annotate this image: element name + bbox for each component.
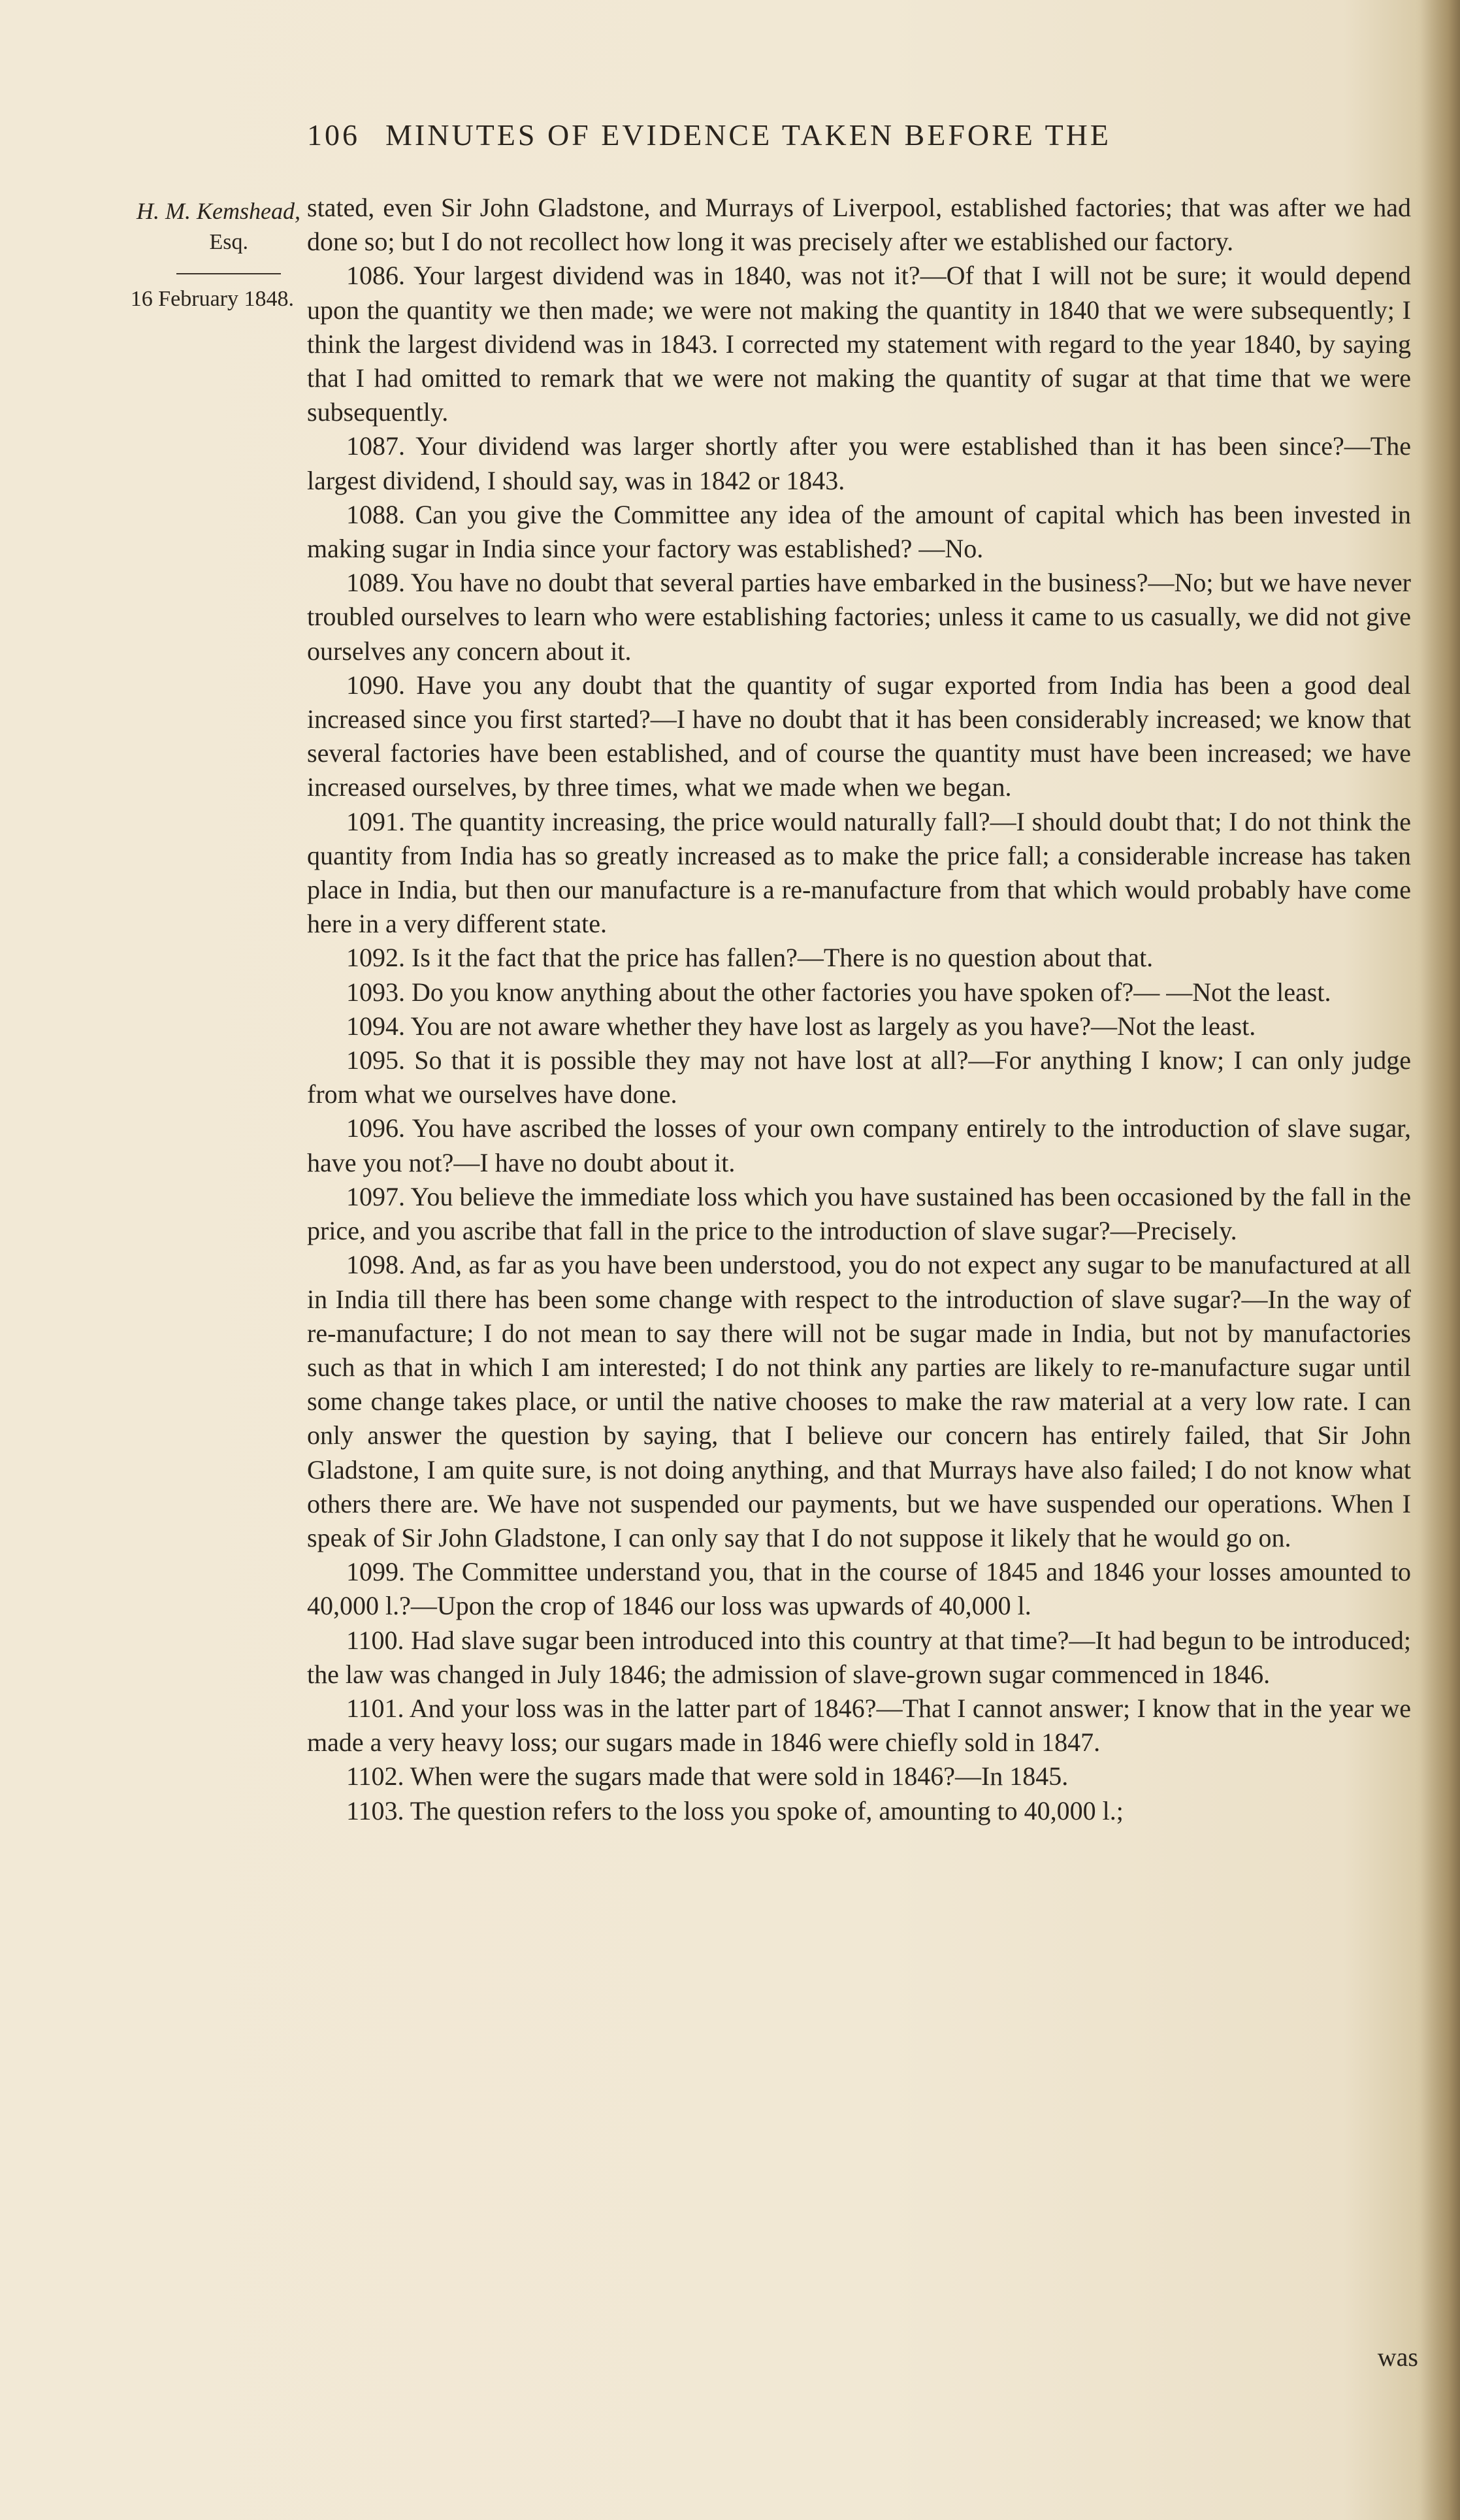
question-paragraph [307,1555,1411,1623]
question-paragraph [307,498,1411,566]
question-text: Have you any doubt that the quantity of sugar exported from India has been a good deal increased since you first started?—I have no doubt that it has been considerably increased; we know that several factories have been established, and of course the quantity must have been increased; we have increased ourselves, by three times, what we made when we began. [307,670,1412,802]
question-paragraph [307,1043,1411,1111]
margin-date: 16 February 1848. [130,287,294,311]
question-number: 1090. [346,670,405,700]
question-text: Can you give the Committee any idea of the amount of capital which has been invested in making sugar in India since your factory was established? —No. [307,499,1411,564]
question-number: 1095. [346,1045,405,1075]
question-paragraph [307,1111,1411,1179]
question-number: 1097. [346,1181,405,1211]
page-number: 106 [307,118,360,152]
question-paragraph [307,668,1411,805]
question-text: You have ascribed the losses of your own company entirely to the introduction of slave sugar, have you not?—I have no doubt about it. [307,1113,1412,1177]
question-text: The quantity increasing, the price would naturally fall?—I should doubt that; I do not think the quantity from India has so greatly increased as to make the price fall; a considerable increase has taken place in India, but then our manufacture is a re-manufacture from that which would probably have come here in a very different state. [307,806,1411,939]
question-paragraph [307,1009,1411,1043]
page-header [307,118,1418,152]
margin-witness-name: H. M. Kemshead, [137,198,300,224]
question-number: 1091. [346,806,405,836]
question-number: 1087. [346,431,405,461]
question-text: Your dividend was larger shortly after you were established than it has been since?—The largest dividend, I should say, was in 1842 or 1843. [307,431,1411,495]
running-title: MINUTES OF EVIDENCE TAKEN BEFORE THE [385,118,1111,152]
catchword: was [1377,2342,1418,2372]
question-number: 1098. [346,1250,405,1280]
question-number: 1101. [346,1693,404,1723]
question-text: So that it is possible they may not have lost at all?—For anything I know; I can only judge from what we ourselves have done. [307,1045,1412,1109]
question-number: 1100. [346,1625,404,1655]
question-number: 1088. [346,499,405,529]
question-paragraph [307,1692,1411,1759]
question-number: 1096. [346,1113,405,1143]
question-number: 1093. [346,977,405,1007]
question-paragraph [307,1759,1411,1793]
question-paragraph [307,429,1411,497]
question-text: The Committee understand you, that in the course of 1845 and 1846 your losses amounted to 40,000 l.?—Upon the crop of 1846 our loss was upwards of 40,000 l. [307,1557,1411,1621]
evidence-text [307,191,1411,1828]
question-paragraph [307,1624,1411,1692]
question-text: Do you know anything about the other factories you have spoken of?— —Not the least. [412,977,1331,1007]
question-number: 1086. [346,261,405,291]
question-number: 1094. [346,1011,405,1041]
question-text: Is it the fact that the price has fallen?—There is no question about that. [412,943,1154,973]
question-paragraph [307,566,1411,668]
question-number: 1089. [346,568,405,598]
question-paragraph [307,1248,1411,1555]
question-text: You have no doubt that several parties have embarked in the business?—No; but we have never troubled ourselves to learn who were establishing factories; unless it came to us casually, we did not give ourselves any concern about it. [307,568,1412,666]
question-paragraph [307,1794,1411,1828]
question-number: 1099. [346,1557,405,1587]
question-paragraph [307,975,1411,1009]
question-text: And, as far as you have been understood, you do not expect any sugar to be manufactured at all in India till there has been some change with respect to the introduction of slave sugar?—In the way of re-manufacture; I do not mean to say there will not be sugar made in India, but not by manufactories such as that in which I am interested; I do not think any parties are likely to re-manufacture sugar until some change takes place, or until the native chooses to make the raw material at a very low rate. I can only answer the question by saying, that I believe our concern has entirely failed, that Sir John Gladstone, I am quite sure, is not doing anything, and that Murrays have also failed; I do not know what others there are. We have not suspended our payments, but we have suspended our operations. When I speak of Sir John Gladstone, I can only say that I do not suppose it likely that he would go on. [307,1250,1412,1552]
question-text: And your loss was in the latter part of 1846?—That I cannot answer; I know that in the year we made a very heavy loss; our sugars made in 1846 were chiefly sold in 1847. [307,1693,1412,1758]
margin-witness-title: Esq. [209,230,248,254]
question-paragraph [307,1180,1411,1248]
question-text: When were the sugars made that were sold in 1846?—In 1845. [410,1761,1069,1792]
question-text: You believe the immediate loss which you have sustained has been occasioned by the fall in the price, and you ascribe that fall in the price to the introduction of slave sugar?—Precisely. [307,1181,1411,1246]
question-number: 1092. [346,943,405,973]
continuation-paragraph: stated, even Sir John Gladstone, and Murrays of Liverpool, established factories; that was after we had done so; but I do not recollect how long it was precisely after we established our factory. [307,193,1411,257]
question-paragraph [307,805,1411,941]
question-text: Had slave sugar been introduced into this country at that time?—It had begun to be introduced; the law was changed in July 1846; the admission of slave-grown sugar commenced in 1846. [307,1625,1411,1689]
question-paragraph [307,941,1411,975]
question-number: 1102. [346,1761,404,1792]
question-text: Your largest dividend was in 1840, was not it?—Of that I will not be sure; it would depend upon the quantity we then made; we were not making the quantity in 1840 that we were subsequently; I think the largest dividend was in 1843. I corrected my statement with regard to the year 1840, by saying that I had omitted to remark that we were not making the quantity of sugar at that time that we were subsequently. [307,261,1411,427]
question-text: The question refers to the loss you spoke of, amounting to 40,000 l.; [410,1795,1124,1825]
question-number: 1103. [346,1795,404,1825]
question-text: You are not aware whether they have lost as largely as you have?—Not the least. [410,1011,1256,1041]
question-paragraph [307,259,1411,429]
page-edge-shadow [1421,0,1460,2520]
margin-rule [176,273,281,274]
